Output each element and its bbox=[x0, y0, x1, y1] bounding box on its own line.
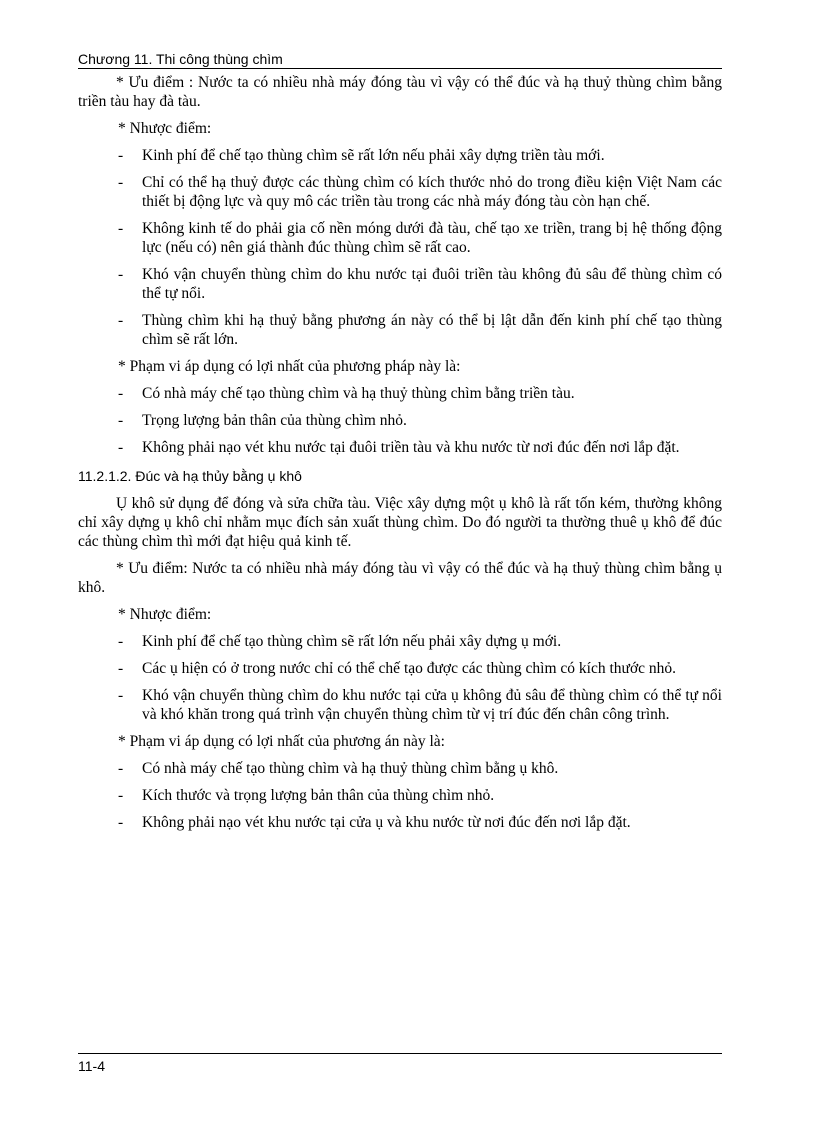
list-item: - Chỉ có thể hạ thuỷ được các thùng chìm có kích thước nhỏ do trong điều kiện Việt Nam các thiết bị động lực và quy mô các triền tàu trong các nhà máy đóng tàu còn hạn chế. bbox=[118, 174, 722, 210]
list-item: - Kinh phí để chế tạo thùng chìm sẽ rất lớn nếu phải xây dựng triền tàu mới. bbox=[118, 147, 605, 164]
page-content bbox=[78, 73, 722, 840]
header-rule bbox=[78, 68, 722, 69]
intro-paragraph: Ụ khô sử dụng để đóng và sửa chữa tàu. Việc xây dựng một ụ khô là rất tốn kém, thường không chỉ xây dựng ụ khô chỉ nhằm mục đích sản xuất thùng chìm. Do đó người ta thường thuê ụ khô để đúc các thùng chìm thì mới đạt hiệu quả kinh tế. bbox=[78, 495, 722, 550]
advantage-paragraph-1: * Ưu điểm : Nước ta có nhiều nhà máy đóng tàu vì vậy có thể đúc và hạ thuỷ thùng chìm bằng triền tàu hay đà tàu. bbox=[78, 74, 722, 110]
disadvantage-label-2: * Nhược điểm: bbox=[118, 606, 212, 623]
list-item: - Có nhà máy chế tạo thùng chìm và hạ thuỷ thùng chìm bằng ụ khô. bbox=[118, 760, 559, 777]
list-item: - Không kinh tế do phải gia cố nền móng dưới đà tàu, chế tạo xe triền, trang bị hệ thống động lực (nếu có) nên giá thành đúc thùng chìm sẽ rất cao. bbox=[118, 220, 722, 256]
advantage-paragraph-2: * Ưu điểm: Nước ta có nhiều nhà máy đóng tàu vì vậy có thể đúc và hạ thuỷ thùng chìm bằng ụ khô. bbox=[78, 560, 722, 596]
list-item: - Không phải nạo vét khu nước tại đuôi triền tàu và khu nước từ nơi đúc đến nơi lắp đặt. bbox=[118, 439, 680, 456]
page-number: 11-4 bbox=[78, 1058, 105, 1074]
list-item: - Kích thước và trọng lượng bản thân của thùng chìm nhỏ. bbox=[118, 787, 495, 804]
scope-label-2: * Phạm vi áp dụng có lợi nhất của phương án này là: bbox=[118, 733, 445, 750]
list-item: - Kinh phí để chế tạo thùng chìm sẽ rất lớn nếu phải xây dựng ụ mới. bbox=[118, 633, 562, 650]
list-item: - Các ụ hiện có ở trong nước chỉ có thể chế tạo được các thùng chìm có kích thước nhỏ. bbox=[118, 660, 677, 677]
section-heading: 11.2.1.2. Đúc và hạ thủy bằng ụ khô bbox=[78, 468, 302, 484]
footer-rule bbox=[78, 1053, 722, 1054]
list-item: - Thùng chìm khi hạ thuỷ bằng phương án này có thể bị lật dẫn đến kinh phí chế tạo thùng chìm sẽ rất lớn. bbox=[118, 312, 722, 348]
page-header-title: Chương 11. Thi công thùng chìm bbox=[78, 51, 283, 67]
scope-label-1: * Phạm vi áp dụng có lợi nhất của phương pháp này là: bbox=[118, 358, 461, 375]
list-item: - Trọng lượng bản thân của thùng chìm nhỏ. bbox=[118, 412, 407, 429]
disadvantage-label-1: * Nhược điểm: bbox=[118, 120, 212, 137]
list-item: - Có nhà máy chế tạo thùng chìm và hạ thuỷ thùng chìm bằng triền tàu. bbox=[118, 385, 575, 402]
list-item: - Không phải nạo vét khu nước tại cửa ụ và khu nước từ nơi đúc đến nơi lắp đặt. bbox=[118, 814, 631, 831]
list-item: - Khó vận chuyển thùng chìm do khu nước tại cửa ụ không đủ sâu để thùng chìm có thể tự nổi và khó khăn trong quá trình vận chuyển thùng chìm từ vị trí đúc đến chân công trình. bbox=[118, 687, 722, 723]
list-item: - Khó vận chuyển thùng chìm do khu nước tại đuôi triền tàu không đủ sâu để thùng chìm có thể tự nổi. bbox=[118, 266, 722, 302]
